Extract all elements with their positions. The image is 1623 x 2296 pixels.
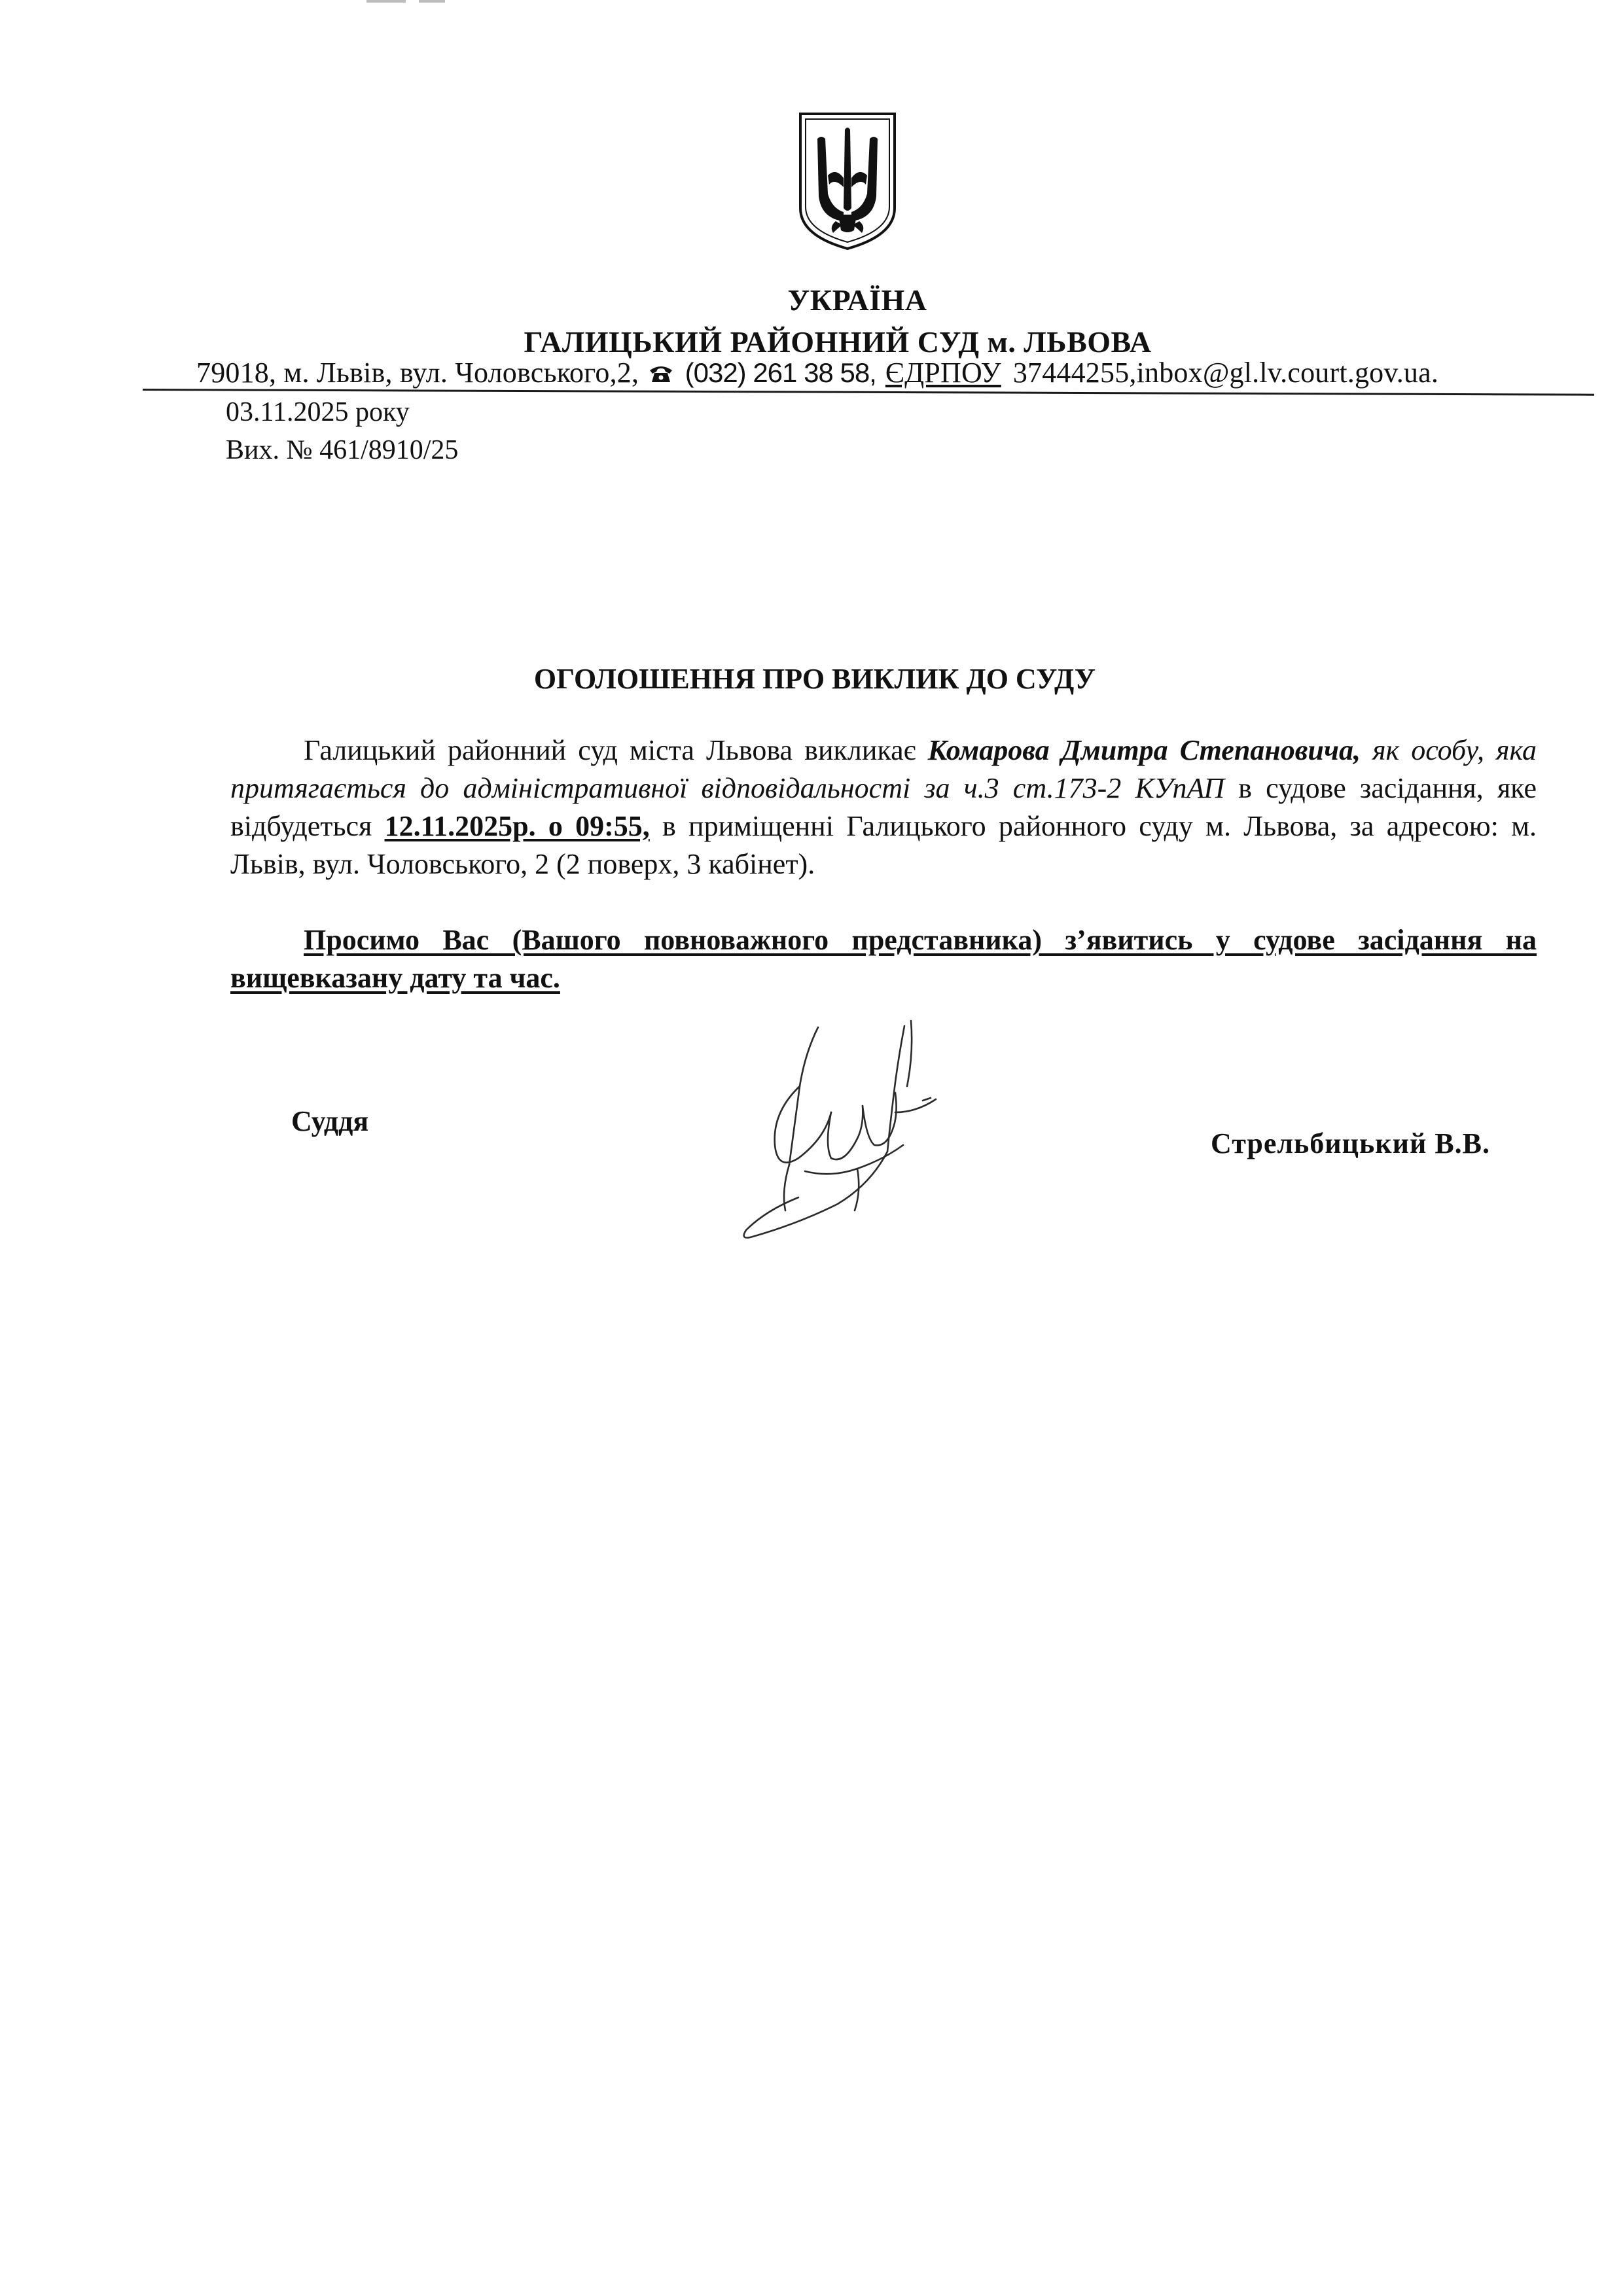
hearing-datetime: 12.11.2025р. о 09:55, xyxy=(384,810,650,842)
notice-intro-text: Галицький районний суд міста Львова викликає xyxy=(304,734,928,766)
court-contact-line xyxy=(196,356,1438,389)
telephone-icon xyxy=(649,364,673,383)
court-address: 79018, м. Львів, вул. Чоловського,2, xyxy=(196,357,639,389)
hearing-place: в приміщенні Галицького районного суду м. Львова, за адресою: м. Львів, вул. Чоловського, 2 (2 поверх, 3 кабінет). xyxy=(230,810,1537,880)
outgoing-number: Вих. № 461/8910/25 xyxy=(226,435,459,465)
notice-mid-text: в судове засідання, яке відбудеться xyxy=(230,772,1537,842)
summoned-person-role: як особу, яка притягається до адміністративної відповідальності за ч.3 ст.173-2 КУпАП xyxy=(230,734,1537,804)
court-name-heading: ГАЛИЦЬКИЙ РАЙОННИЙ СУД м. ЛЬВОВА xyxy=(524,325,1152,359)
notice-title: ОГОЛОШЕННЯ ПРО ВИКЛИК ДО СУДУ xyxy=(533,663,1096,695)
edrpou-label: ЄДРПОУ xyxy=(885,357,1001,389)
notice-body-paragraph xyxy=(230,732,1537,883)
trident-coat-of-arms-icon xyxy=(795,110,900,251)
letterhead-divider xyxy=(143,389,1594,396)
signatory-name: Стрельбицький В.В. xyxy=(1211,1127,1491,1159)
scan-artifact xyxy=(419,0,445,3)
country-heading: УКРАЇНА xyxy=(787,283,927,317)
document-date: 03.11.2025 року xyxy=(226,397,410,427)
appearance-request: Просимо Вас (Вашого повноважного представника) з’явитись у судове засідання на вищевказану дату та час. xyxy=(230,924,1537,994)
court-phone: (032) 261 38 58, xyxy=(685,357,876,388)
signatory-role: Суддя xyxy=(291,1105,369,1137)
summoned-person: Комарова Дмитра Степановича, xyxy=(927,734,1361,766)
handwritten-signature xyxy=(726,1014,942,1250)
edrpou-and-email: 37444255,inbox@gl.lv.court.gov.ua. xyxy=(1012,357,1439,389)
scan-artifact xyxy=(366,0,406,3)
